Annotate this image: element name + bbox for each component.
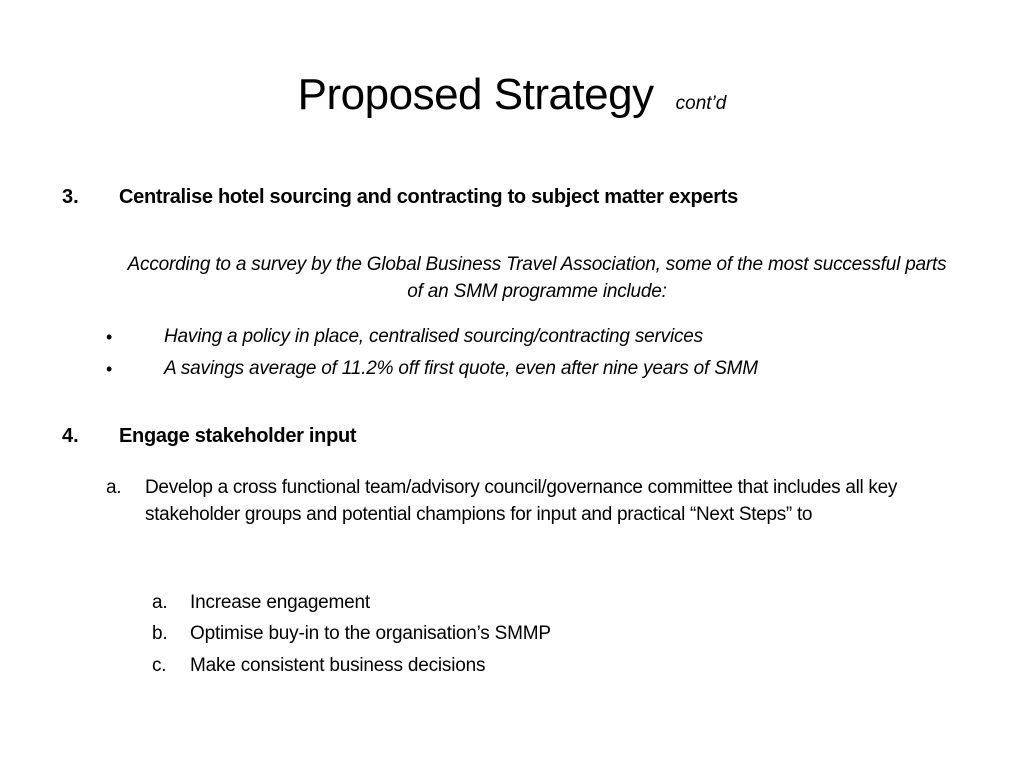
slide-title: [0, 70, 1024, 120]
item-a-label: a.: [106, 477, 122, 498]
bullet-1-text: Having a policy in place, centralised sourcing/contracting services: [164, 326, 703, 347]
item-a-text: Develop a cross functional team/advisory council/governance committee that includes all key stakeholder groups and potential champions for input and practical “Next Steps” to: [145, 477, 898, 525]
bullet-2-text: A savings average of 11.2% off first quote, even after nine years of SMM: [164, 358, 758, 379]
section-4-number: 4.: [62, 425, 79, 447]
bullet-1-symbol: •: [106, 327, 113, 347]
section-3-number: 3.: [62, 186, 79, 208]
subitem-a-text: Increase engagement: [190, 592, 370, 613]
title-contd: cont’d: [675, 93, 727, 114]
subitem-b-text: Optimise buy-in to the organisation’s SMMP: [190, 623, 551, 644]
subitem-c-label: c.: [152, 655, 167, 676]
subitem-c-text: Make consistent business decisions: [190, 655, 486, 676]
section-4-heading: Engage stakeholder input: [119, 425, 357, 447]
subitem-a-label: a.: [152, 592, 168, 613]
section-3-heading: Centralise hotel sourcing and contracting to subject matter experts: [119, 186, 738, 208]
bullet-2-symbol: •: [106, 359, 113, 379]
title-main: Proposed Strategy: [297, 70, 654, 119]
survey-quote: According to a survey by the Global Business Travel Association, some of the most successful parts of an SMM programme include:: [127, 254, 947, 302]
subitem-b-label: b.: [152, 623, 168, 644]
